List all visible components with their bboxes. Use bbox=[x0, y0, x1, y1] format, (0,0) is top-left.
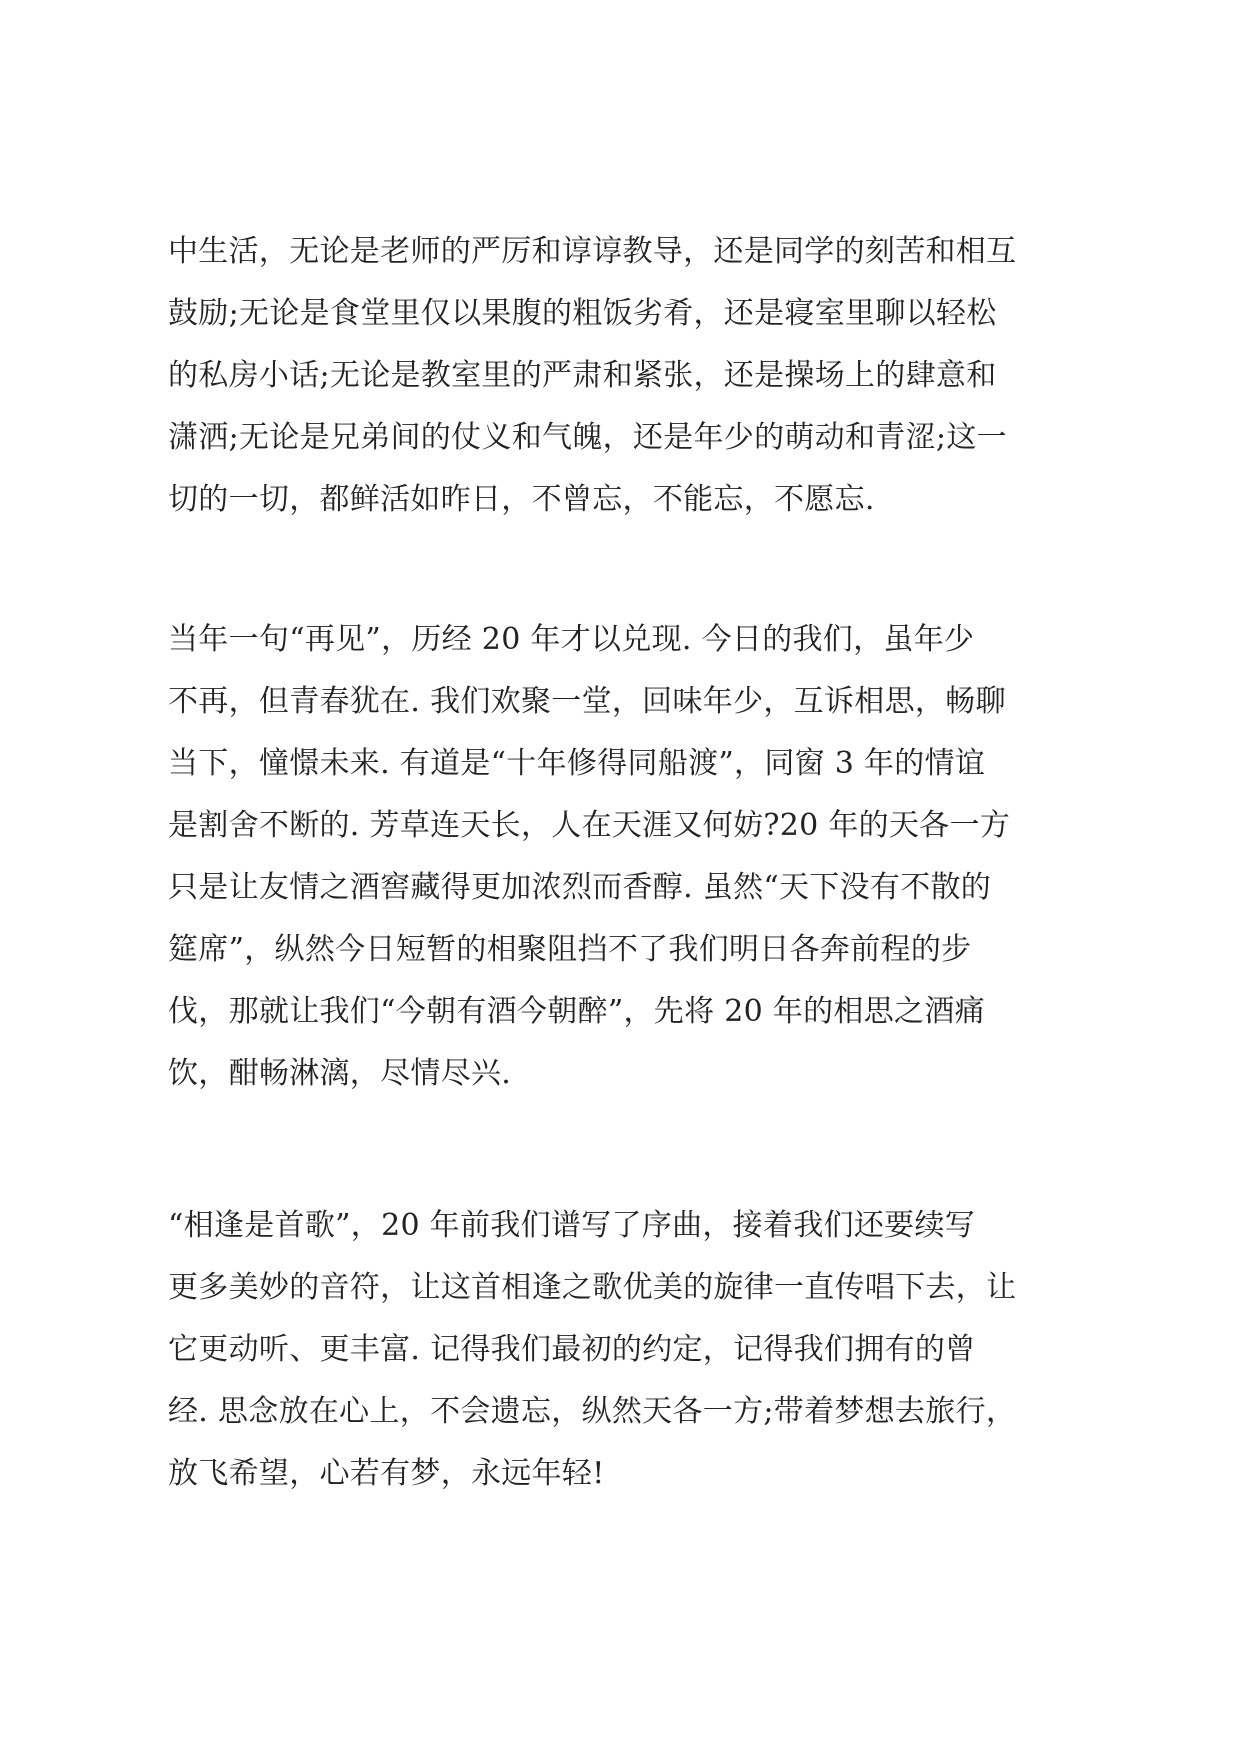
text-line: 经. 思念放在心上，不会遗忘，纵然天各一方;带着梦想去旅行， bbox=[168, 1394, 1017, 1429]
text-line: 当年一句“再见”，历经 20 年才以兑现. 今日的我们，虽年少 bbox=[168, 622, 975, 657]
text-line: 饮，酣畅淋漓，尽情尽兴. bbox=[168, 1056, 512, 1091]
text-line: 它更动听、更丰富. 记得我们最初的约定，记得我们拥有的曾 bbox=[168, 1332, 976, 1367]
paragraph-reunion bbox=[168, 609, 1098, 1105]
text-line: 伐，那就让我们“今朝有酒今朝醉”，先将 20 年的相思之酒痛 bbox=[168, 994, 985, 1029]
text-line: 更多美妙的音符，让这首相逢之歌优美的旋律一直传唱下去，让 bbox=[168, 1270, 1017, 1305]
text-line: “相逢是首歌”，20 年前我们谱写了序曲，接着我们还要续写 bbox=[168, 1208, 976, 1243]
text-line: 放飞希望，心若有梦，永远年轻! bbox=[168, 1456, 605, 1491]
text-line: 切的一切，都鲜活如昨日，不曾忘，不能忘，不愿忘. bbox=[168, 482, 875, 517]
paragraph-memories bbox=[168, 221, 1098, 531]
text-line: 中生活，无论是老师的严厉和谆谆教导，还是同学的刻苦和相互 bbox=[168, 234, 1017, 269]
text-line: 筵席”，纵然今日短暂的相聚阻挡不了我们明日各奔前程的步 bbox=[168, 932, 972, 967]
text-line: 潇洒;无论是兄弟间的仗义和气魄，还是年少的萌动和青涩;这一 bbox=[168, 420, 1007, 455]
text-line: 只是让友情之酒窖藏得更加浓烈而香醇. 虽然“天下没有不散的 bbox=[168, 870, 992, 905]
text-line: 的私房小话;无论是教室里的严肃和紧张，还是操场上的肆意和 bbox=[168, 358, 997, 393]
text-line: 当下，憧憬未来. 有道是“十年修得同船渡”，同窗 3 年的情谊 bbox=[168, 746, 986, 781]
text-line: 是割舍不断的. 芳草连天长，人在天涯又何妨?20 年的天各一方 bbox=[168, 808, 1011, 843]
paragraph-song bbox=[168, 1195, 1098, 1505]
text-line: 鼓励;无论是食堂里仅以果腹的粗饭劣肴，还是寝室里聊以轻松 bbox=[168, 296, 997, 331]
text-line: 不再，但青春犹在. 我们欢聚一堂，回味年少，互诉相思，畅聊 bbox=[168, 684, 1006, 719]
